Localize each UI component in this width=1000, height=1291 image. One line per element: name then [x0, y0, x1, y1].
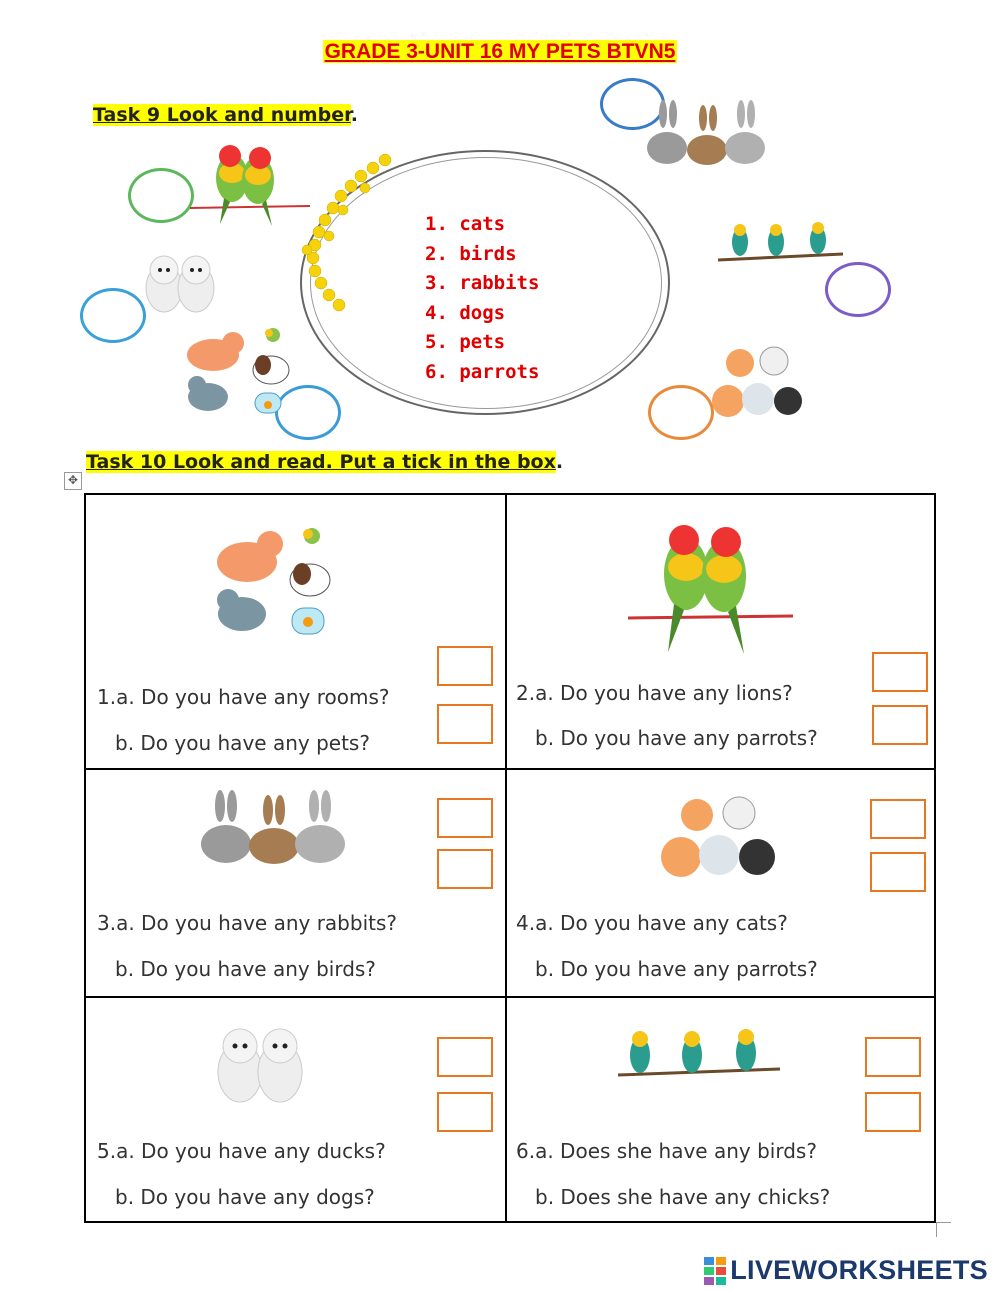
tick-box[interactable] [865, 1037, 921, 1077]
cats-icon [710, 345, 805, 425]
task10-heading: Task 10 Look and read. Put a tick in the box. [86, 451, 564, 473]
tick-box[interactable] [437, 646, 493, 686]
flower-garland-icon [295, 150, 435, 320]
question-b: b. Do you have any dogs? [115, 1185, 375, 1209]
table-resize-handle[interactable] [936, 1222, 951, 1237]
birds-icon [718, 222, 843, 278]
table-divider [84, 996, 936, 998]
question-b: b. Do you have any parrots? [535, 957, 818, 981]
question-b: b. Do you have any parrots? [535, 726, 818, 750]
word-item: 1. cats [425, 213, 506, 235]
rabbits-icon [645, 100, 770, 168]
word-item: 6. parrots [425, 360, 540, 383]
logo-text: LIVEWORKSHEETS [730, 1255, 988, 1285]
worksheet-title: GRADE 3-UNIT 16 MY PETS BTVN5 [324, 40, 676, 63]
question-b: b. Does she have any chicks? [535, 1185, 831, 1209]
tick-box[interactable] [437, 1092, 493, 1132]
word-list [425, 210, 539, 387]
question-b: b. Do you have any birds? [115, 957, 376, 981]
liveworksheets-logo [704, 1255, 988, 1286]
word-item: 5. pets [425, 331, 506, 353]
cats-icon [657, 795, 782, 885]
table-divider [84, 768, 936, 770]
task9-heading: Task 9 Look and number. [93, 104, 358, 126]
question-a: 1.a. Do you have any rooms? [97, 685, 390, 709]
pets-icon [183, 325, 303, 420]
question-a: 5.a. Do you have any ducks? [97, 1139, 386, 1163]
tick-box[interactable] [870, 852, 926, 892]
dogs-icon [140, 248, 220, 318]
tick-box[interactable] [437, 704, 493, 744]
answer-circle[interactable] [648, 385, 714, 440]
parrots-icon [190, 138, 310, 234]
birds-icon [618, 1025, 780, 1105]
question-a: 3.a. Do you have any rabbits? [97, 911, 398, 935]
tick-box[interactable] [437, 1037, 493, 1077]
question-a: 4.a. Do you have any cats? [516, 911, 788, 935]
tick-box[interactable] [872, 652, 928, 692]
answer-circle[interactable] [128, 168, 194, 223]
pets-icon [212, 522, 337, 640]
question-a: 2.a. Do you have any lions? [516, 681, 793, 705]
answer-circle[interactable] [80, 288, 146, 343]
tick-box[interactable] [437, 849, 493, 889]
table-move-handle[interactable]: ✥ [64, 472, 82, 490]
word-item: 4. dogs [425, 301, 506, 324]
word-item: 3. rabbits [425, 272, 540, 294]
tick-box[interactable] [437, 798, 493, 838]
parrots-icon [628, 512, 793, 657]
question-b: b. Do you have any pets? [115, 731, 370, 755]
word-item: 2. birds [425, 242, 517, 265]
tick-box[interactable] [865, 1092, 921, 1132]
tick-box[interactable] [872, 705, 928, 745]
question-a: 6.a. Does she have any birds? [516, 1139, 817, 1163]
tick-box[interactable] [870, 799, 926, 839]
dogs-icon [212, 1018, 308, 1106]
rabbits-icon [198, 788, 350, 868]
table-divider [505, 493, 507, 1223]
logo-icon [704, 1257, 726, 1285]
